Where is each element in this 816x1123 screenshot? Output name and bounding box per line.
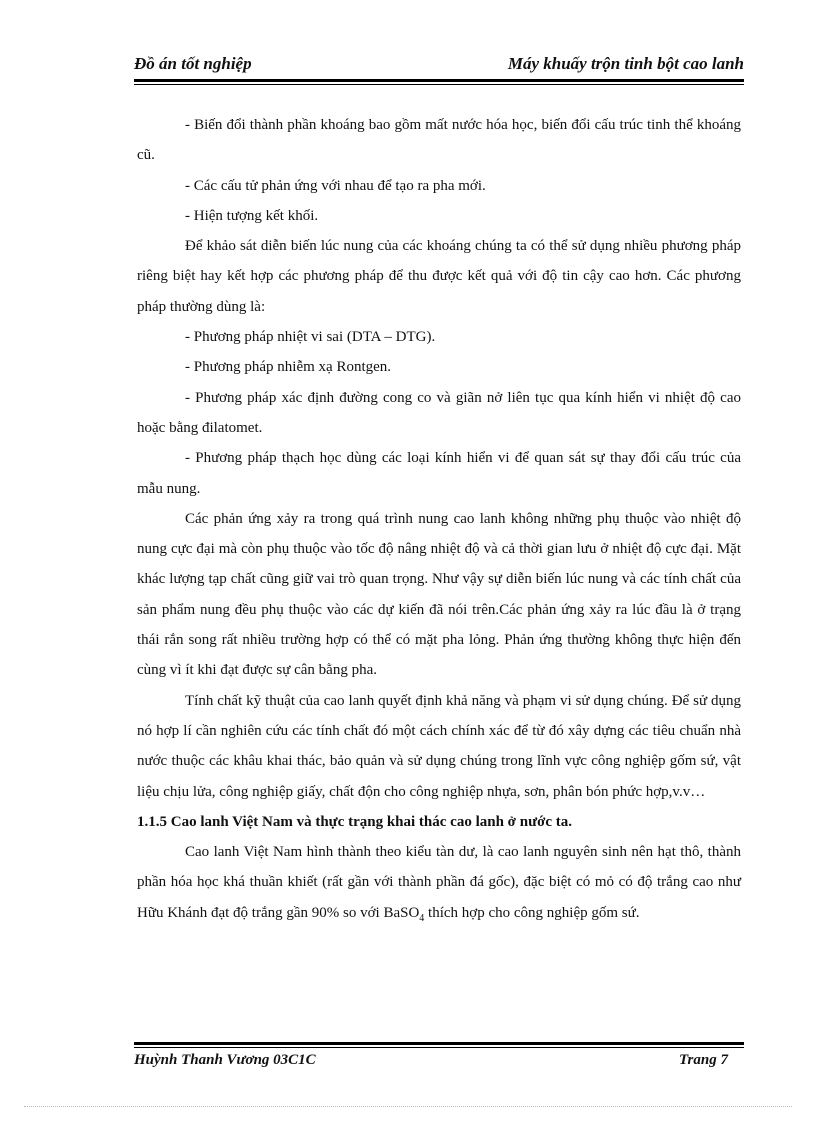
page-footer: [134, 1052, 744, 1076]
paragraph-9: Các phản ứng xảy ra trong quá trình nung cao lanh không những phụ thuộc vào nhiệt độ nung cực đại mà còn phụ thuộc vào tốc độ nâng nhiệt độ và cả thời gian lưu ở nhiệt độ cực đại. Mặt khác lượng tạp chất cũng giữ vai trò quan trọng. Như vậy sự diễn biến lúc nung và các tính chất của sản phẩm nung đều phụ thuộc vào các dự kiến đã nói trên.Các phản ứng xảy ra lúc đầu là ở trạng thái rắn song rất nhiều trường hợp có thể có mặt pha lỏng. Phản ứng thường không thực hiện đến cùng vì ít khi đạt được sự cân bằng pha.: [137, 510, 741, 679]
paragraph-6: - Phương pháp nhiễm xạ Rontgen.: [185, 359, 392, 376]
paragraph-5: - Phương pháp nhiệt vi sai (DTA – DTG).: [185, 329, 436, 346]
header-rule-thin: [134, 84, 744, 85]
header-left-title: Đồ án tốt nghiệp: [134, 54, 252, 73]
paragraph-11-subscript: 4: [419, 912, 425, 924]
paragraph-11: [137, 837, 741, 934]
paragraph-10: Tính chất kỹ thuật của cao lanh quyết định khả năng và phạm vi sử dụng chúng. Để sử dụng nó hợp lí cần nghiên cứu các tính chất đó một cách chính xác để từ đó xây dựng các tiêu chuẩn nhà nước thuộc các khâu khai thác, bảo quản và sử dụng chúng trong lĩnh vực công nghiệp gốm sứ, vật liệu chịu lửa, công nghiệp giấy, chất độn cho công nghiệp nhựa, sơn, phân bón phức hợp,v.v…: [137, 692, 741, 800]
paragraph-3: - Hiện tượng kết khối.: [185, 207, 319, 224]
page-bottom-dotted-line: [24, 1106, 792, 1107]
paragraph-11-end: thích hợp cho công nghiệp gốm sứ.: [424, 904, 640, 921]
paragraph-11-main: Cao lanh Việt Nam hình thành theo kiểu tàn dư, là cao lanh nguyên sinh nên hạt thô, thành phần hóa học khá thuần khiết (rất gần với thành phần đá gốc), đặc biệt có mỏ có độ trắng cao như Hữu Khánh đạt độ trắng gần 90% so với BaSO: [137, 844, 741, 921]
header-right-title: Máy khuấy trộn tinh bột cao lanh: [507, 54, 744, 73]
page-header: [134, 54, 744, 78]
footer-page-number: Trang 7: [678, 1052, 728, 1068]
paragraph-4: Để khảo sát diễn biến lúc nung của các khoáng chúng ta có thể sử dụng nhiều phương pháp riêng biệt hay kết hợp các phương pháp để thu được kết quả với độ tin cậy cao hơn. Các phương pháp thường dùng là:: [137, 238, 741, 315]
paragraph-7: - Phương pháp xác định đường cong co và giãn nở liên tục qua kính hiển vi nhiệt độ cao hoặc bằng đilatomet.: [137, 389, 741, 436]
paragraph-2: - Các cấu tử phản ứng với nhau để tạo ra pha mới.: [185, 177, 486, 194]
paragraph-8: - Phương pháp thạch học dùng các loại kính hiển vi để quan sát sự thay đổi cấu trúc của mẫu nung.: [137, 450, 741, 497]
document-body: [137, 110, 741, 934]
footer-author: Huỳnh Thanh Vương 03C1C: [134, 1052, 316, 1068]
section-heading: 1.1.5 Cao lanh Việt Nam và thực trạng khai thác cao lanh ở nước ta.: [137, 813, 573, 830]
footer-rule-thin: [134, 1047, 744, 1048]
paragraph-1: - Biến đổi thành phần khoáng bao gồm mất nước hóa học, biến đổi cấu trúc tinh thể khoáng cũ.: [137, 117, 741, 164]
header-rule-thick: [134, 79, 744, 82]
footer-rule-thick: [134, 1042, 744, 1045]
